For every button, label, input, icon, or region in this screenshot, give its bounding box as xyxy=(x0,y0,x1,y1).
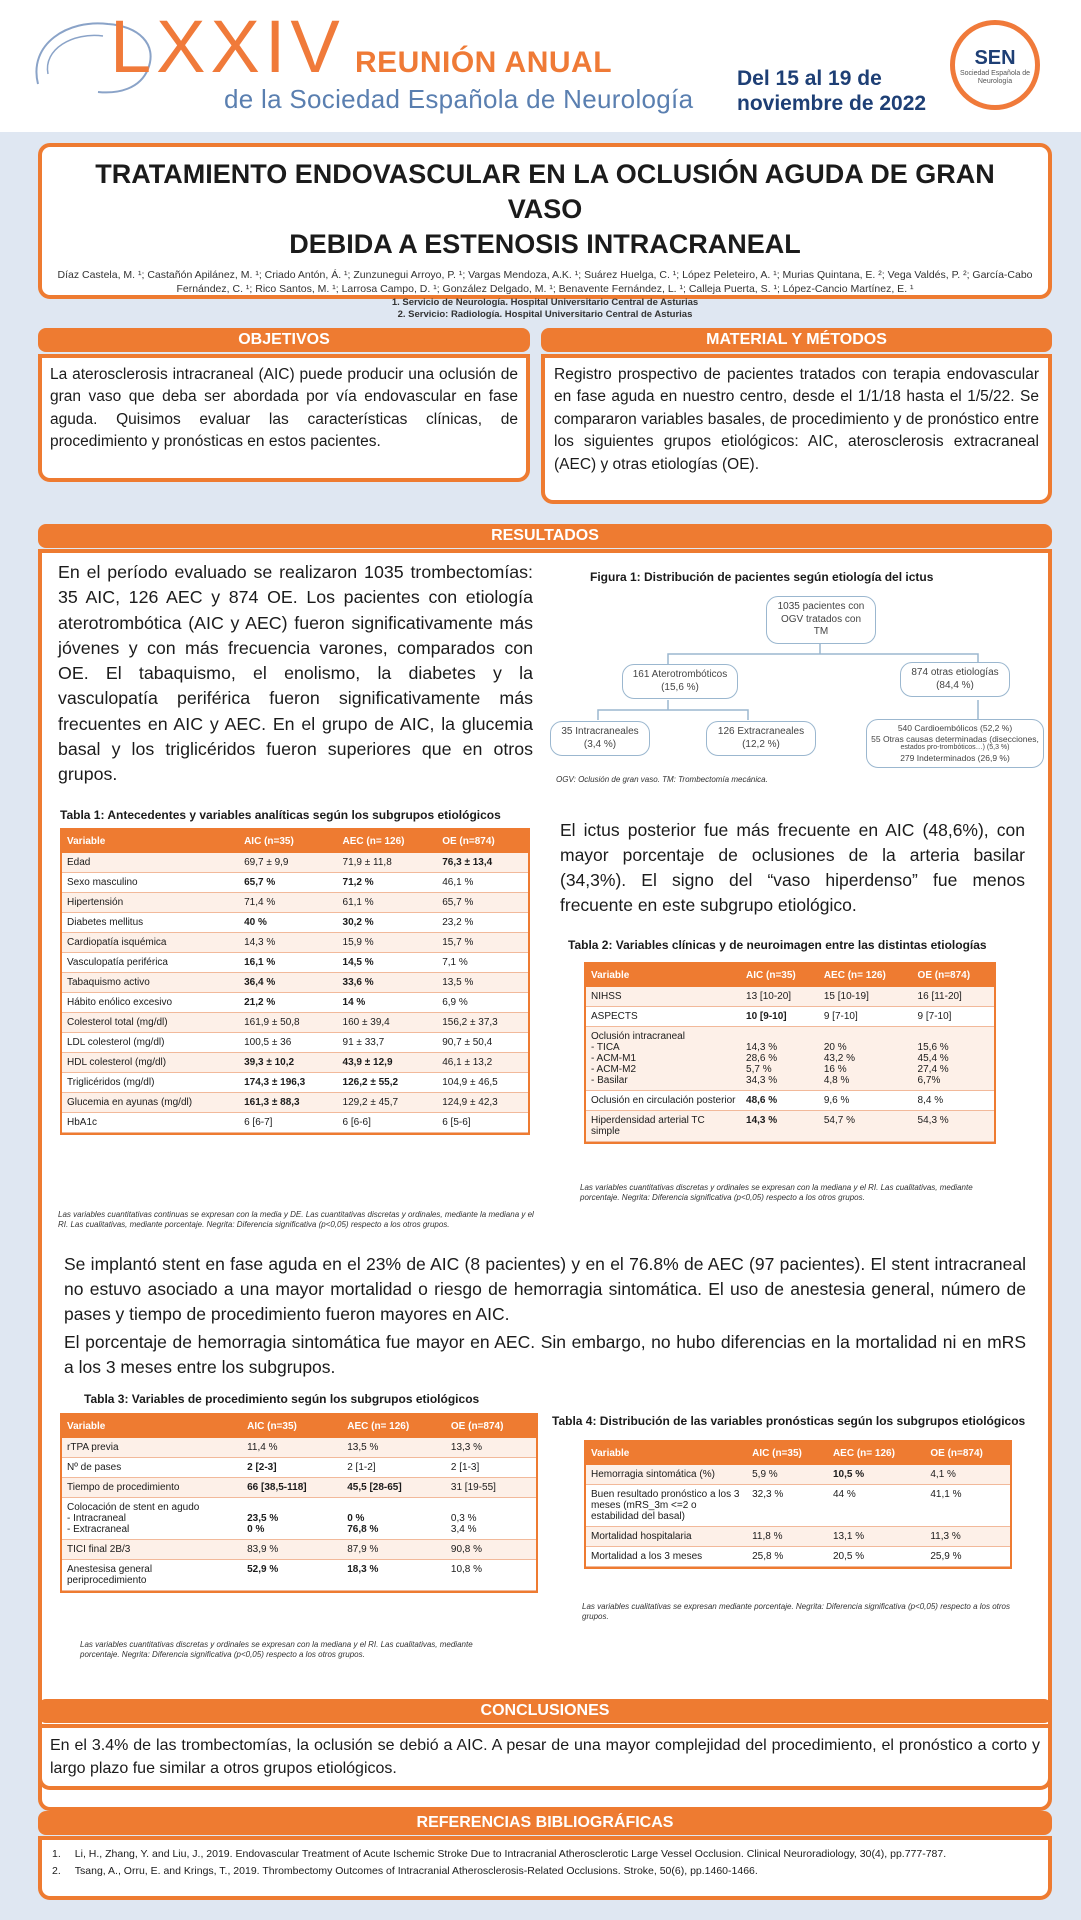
resultados-para3: Se implantó stent en fase aguda en el 23% de AIC (8 pacientes) y en el 76.8% de AEC (97 pacientes). El stent intracraneal no estuvo asociado a una mayor mortalidad o riesgo de hemorragia sintomática. El uso de anestesia general, número de pases y tiempo de procedimiento fueron mayores en AIC. xyxy=(64,1254,1026,1324)
table-cell: Tiempo de procedimiento xyxy=(62,1478,242,1498)
table-cell: 44 % xyxy=(828,1485,925,1527)
table-row xyxy=(62,913,528,933)
table-header-row xyxy=(62,830,528,853)
table-cell: HDL colesterol (mg/dl) xyxy=(62,1053,239,1073)
table-cell: 6 [6-6] xyxy=(338,1113,438,1133)
table-cell: 90,7 ± 50,4 xyxy=(437,1033,528,1053)
table-row xyxy=(62,1478,536,1498)
figure1-note: OGV: Oclusión de gran vaso. TM: Trombectomía mecánica. xyxy=(556,775,768,784)
table-cell: 54,7 % xyxy=(819,1111,913,1142)
table-cell: 124,9 ± 42,3 xyxy=(437,1093,528,1113)
table-cell: Hipertensión xyxy=(62,893,239,913)
column-header: AEC (n= 126) xyxy=(828,1442,925,1465)
table-cell: 13,3 % xyxy=(446,1438,536,1458)
table-cell: Hiperdensidad arterial TC simple xyxy=(586,1111,741,1142)
table-cell: Anestesisa general periprocedimiento xyxy=(62,1560,242,1591)
metodos-heading: MATERIAL Y MÉTODOS xyxy=(541,328,1052,352)
table-cell: 14 % xyxy=(338,993,438,1013)
table-row xyxy=(62,973,528,993)
table-cell: 43,9 ± 12,9 xyxy=(338,1053,438,1073)
table-cell: Vasculopatía periférica xyxy=(62,953,239,973)
column-header: OE (n=874) xyxy=(437,830,528,853)
reference-1: 1. Li, H., Zhang, Y. and Liu, J., 2019. Endovascular Treatment of Acute Ischemic Stroke Due to Intracranial Atherosclerotic Large Vessel Occlusion. Clinical Neuroradiology, 30(4), pp.777-787. xyxy=(52,1848,947,1860)
table-cell: 61,1 % xyxy=(338,893,438,913)
table-cell: Hábito enólico excesivo xyxy=(62,993,239,1013)
table-cell: 15,7 % xyxy=(437,933,528,953)
table-cell: 129,2 ± 45,7 xyxy=(338,1093,438,1113)
table-cell: Cardiopatía isquémica xyxy=(62,933,239,953)
table-cell: 33,6 % xyxy=(338,973,438,993)
resultados-para2: El ictus posterior fue más frecuente en AIC (48,6%), con mayor porcentaje de oclusiones de la arteria basilar (34,3%). El signo del “vaso hiperdenso” fue menos frecuente en este subgrupo etiológico. xyxy=(560,820,1025,915)
figure1-root-node: 1035 pacientes con OGV tratados con TM xyxy=(766,596,876,644)
table-cell: 71,4 % xyxy=(239,893,337,913)
table-cell: 0,3 % 3,4 % xyxy=(446,1498,536,1540)
table-cell: Edad xyxy=(62,853,239,873)
reference-2: 2. Tsang, A., Orru, E. and Krings, T., 2019. Thrombectomy Outcomes of Intracranial Atherosclerosis-Related Occlusions. Stroke, 50(6), pp.1460-1466. xyxy=(52,1864,758,1877)
table-header-row xyxy=(586,964,994,987)
table-cell: Mortalidad a los 3 meses xyxy=(586,1547,747,1567)
table3-note: Las variables cuantitativas discretas y ordinales se expresan con la mediana y el RI. Las cualitativas, mediante porcentaje. Negrita: Diferencia significativa (p<0,05) respecto a los otros grupos. xyxy=(80,1640,473,1660)
table-cell: Tabaquismo activo xyxy=(62,973,239,993)
table-cell: 20,5 % xyxy=(828,1547,925,1567)
table4 xyxy=(584,1440,1012,1569)
table-row xyxy=(62,1458,536,1478)
column-header: Variable xyxy=(62,1415,242,1438)
table-cell: 23,2 % xyxy=(437,913,528,933)
table-row xyxy=(62,993,528,1013)
table-cell: 6,9 % xyxy=(437,993,528,1013)
objetivos-text: La aterosclerosis intracraneal (AIC) puede producir una oclusión de gran vaso que deba ser abordada por vía endovascular en fase aguda. Quisimos evaluar las características clínicas, de procedimiento y pronósticas en estos pacientes. xyxy=(38,354,530,482)
column-header: AIC (n=35) xyxy=(747,1442,828,1465)
table-row xyxy=(62,853,528,873)
table-cell: 6 [5-6] xyxy=(437,1113,528,1133)
figure1-otras-detail-node: 540 Cardioembólicos (52,2 %) 55 Otras causas determinadas (disecciones, estados pro-trombóticos…) (5,3 %) 279 Indeterminados (26,9 %) xyxy=(866,719,1044,768)
table-row xyxy=(62,1093,528,1113)
table-cell: Buen resultado pronóstico a los 3 meses (mRS_3m <=2 o estabilidad del basal) xyxy=(586,1485,747,1527)
table-cell: Sexo masculino xyxy=(62,873,239,893)
edition-roman: LXXIV xyxy=(110,5,345,88)
table-cell: 32,3 % xyxy=(747,1485,828,1527)
table-cell: 14,3 % xyxy=(741,1111,819,1142)
table-cell: TICI final 2B/3 xyxy=(62,1540,242,1560)
column-header: Variable xyxy=(586,1442,747,1465)
table-cell: 4,1 % xyxy=(925,1465,1010,1485)
table-cell: 10 [9-10] xyxy=(741,1007,819,1027)
table-cell: 15,9 % xyxy=(338,933,438,953)
table-cell: 104,9 ± 46,5 xyxy=(437,1073,528,1093)
table-cell: 13,5 % xyxy=(437,973,528,993)
table2 xyxy=(584,962,996,1144)
society-name: de la Sociedad Española de Neurología xyxy=(224,84,694,114)
table-header-row xyxy=(586,1442,1010,1465)
table-cell: 16,1 % xyxy=(239,953,337,973)
column-header: AIC (n=35) xyxy=(741,964,819,987)
table-row xyxy=(586,1465,1010,1485)
table-row xyxy=(586,1027,994,1091)
column-header: OE (n=874) xyxy=(925,1442,1010,1465)
table-cell: 14,3 % 28,6 % 5,7 % 34,3 % xyxy=(741,1027,819,1091)
affiliation-2: 2. Servicio: Radiología. Hospital Universitario Central de Asturias xyxy=(397,309,693,321)
event-dates: Del 15 al 19 de noviembre de 2022 xyxy=(737,67,927,116)
table-cell: Oclusión en circulación posterior xyxy=(586,1091,741,1111)
table-cell: 161,3 ± 88,3 xyxy=(239,1093,337,1113)
referencias-list xyxy=(38,1836,1052,1900)
table-cell: 13,5 % xyxy=(342,1438,446,1458)
table-cell: 23,5 % 0 % xyxy=(242,1498,342,1540)
table1 xyxy=(60,828,530,1135)
table-row xyxy=(62,1033,528,1053)
table-cell: 100,5 ± 36 xyxy=(239,1033,337,1053)
authors: Díaz Castela, M. ¹; Castañón Apilánez, M. ¹; Criado Antón, Á. ¹; Zunzunegui Arroyo, P. ¹; Vargas Mendoza, A.K. ¹; Suárez Huelga, C. ¹; López Peleteiro, A. ¹; Murias Quintana, E. ²; Vega Valdés, P. ²; García-Cabo Fernández, C. ¹; Rico Santos, M. ¹; Larrosa Campo, D. ¹; González Delgado, M. ¹; Benavente Fernández, L. ¹; Calleja Puerta, S. ¹; López-Cancio Martínez, E. ¹ xyxy=(57,269,1033,296)
table-cell: Nº de pases xyxy=(62,1458,242,1478)
table-cell: 15 [10-19] xyxy=(819,987,913,1007)
table-cell: 41,1 % xyxy=(925,1485,1010,1527)
table-cell: 36,4 % xyxy=(239,973,337,993)
table-cell: 13,1 % xyxy=(828,1527,925,1547)
table-cell: 14,5 % xyxy=(338,953,438,973)
table-cell: 46,1 ± 13,2 xyxy=(437,1053,528,1073)
table2-caption: Tabla 2: Variables clínicas y de neuroimagen entre las distintas etiologías xyxy=(568,938,987,952)
table-cell: 11,8 % xyxy=(747,1527,828,1547)
table-cell: 9 [7-10] xyxy=(913,1007,994,1027)
table-cell: Hemorragia sintomática (%) xyxy=(586,1465,747,1485)
table-row xyxy=(62,1053,528,1073)
table-row xyxy=(62,893,528,913)
affiliation-1: 1. Servicio de Neurología. Hospital Universitario Central de Asturias xyxy=(391,296,699,308)
table-cell: 48,6 % xyxy=(741,1091,819,1111)
column-header: AIC (n=35) xyxy=(239,830,337,853)
table-row xyxy=(586,1547,1010,1567)
table-cell: 71,9 ± 11,8 xyxy=(338,853,438,873)
table-cell: 65,7 % xyxy=(437,893,528,913)
table-row xyxy=(586,1091,994,1111)
column-header: OE (n=874) xyxy=(913,964,994,987)
table3 xyxy=(60,1413,538,1593)
title-box xyxy=(38,143,1052,321)
table-row xyxy=(586,1527,1010,1547)
table-cell: 90,8 % xyxy=(446,1540,536,1560)
table-cell: 10,8 % xyxy=(446,1560,536,1591)
table-row xyxy=(586,987,994,1007)
figure1-intra-node: 35 Intracraneales (3,4 %) xyxy=(550,721,650,756)
table-cell: 83,9 % xyxy=(242,1540,342,1560)
column-header: AEC (n= 126) xyxy=(342,1415,446,1438)
table-cell: 2 [2-3] xyxy=(242,1458,342,1478)
table-cell: 20 % 43,2 % 16 % 4,8 % xyxy=(819,1027,913,1091)
table-row xyxy=(586,1485,1010,1527)
table-cell: 7,1 % xyxy=(437,953,528,973)
poster-title: TRATAMIENTO ENDOVASCULAR EN LA OCLUSIÓN AGUDA DE GRAN VASO DEBIDA A ESTENOSIS INTRACRANEAL xyxy=(95,159,995,260)
table-cell: 10,5 % xyxy=(828,1465,925,1485)
table-cell: 174,3 ± 196,3 xyxy=(239,1073,337,1093)
referencias-heading: REFERENCIAS BIBLIOGRÁFICAS xyxy=(38,1811,1052,1835)
table-cell: ASPECTS xyxy=(586,1007,741,1027)
table-cell: 40 % xyxy=(239,913,337,933)
column-header: OE (n=874) xyxy=(446,1415,536,1438)
table-cell: Oclusión intracraneal - TICA - ACM-M1 - ACM-M2 - Basilar xyxy=(586,1027,741,1091)
table-cell: Diabetes mellitus xyxy=(62,913,239,933)
figure1-extra-node: 126 Extracraneales (12,2 %) xyxy=(706,721,816,756)
table-cell: 76,3 ± 13,4 xyxy=(437,853,528,873)
table-row xyxy=(62,1438,536,1458)
table-cell: Mortalidad hospitalaria xyxy=(586,1527,747,1547)
table-row xyxy=(62,1498,536,1540)
table1-caption: Tabla 1: Antecedentes y variables analíticas según los subgrupos etiológicos xyxy=(60,808,501,822)
table-cell: 31 [19-55] xyxy=(446,1478,536,1498)
table2-note: Las variables cuantitativas discretas y ordinales se expresan con la mediana y el RI. Las cualitativas, mediante porcentaje. Negrita: Diferencia significativa (p<0,05) respecto a los otros grupos. xyxy=(580,1183,973,1203)
table-cell: 156,2 ± 37,3 xyxy=(437,1013,528,1033)
table-cell: 126,2 ± 55,2 xyxy=(338,1073,438,1093)
sen-logo: SEN Sociedad Española de Neurología xyxy=(950,20,1040,110)
table-cell: 54,3 % xyxy=(913,1111,994,1142)
table-cell: 14,3 % xyxy=(239,933,337,953)
table-row xyxy=(586,1007,994,1027)
table-row xyxy=(62,1073,528,1093)
table-cell: 2 [1-3] xyxy=(446,1458,536,1478)
figure1-atero-node: 161 Aterotrombóticos (15,6 %) xyxy=(622,664,738,699)
table-cell: 66 [38,5-118] xyxy=(242,1478,342,1498)
table-cell: 11,3 % xyxy=(925,1527,1010,1547)
table-cell: 18,3 % xyxy=(342,1560,446,1591)
figure1-caption: Figura 1: Distribución de pacientes según etiología del ictus xyxy=(590,570,934,584)
conclusiones-text: En el 3.4% de las trombectomías, la oclusión se debió a AIC. A pesar de una mayor complejidad del procedimiento, el pronóstico a corto y largo plazo fue similar a otros grupos etiológicos. xyxy=(38,1724,1052,1790)
conclusiones-heading: CONCLUSIONES xyxy=(38,1699,1052,1723)
table-cell: Triglicéridos (mg/dl) xyxy=(62,1073,239,1093)
header-banner xyxy=(0,0,1081,132)
table-cell: 9 [7-10] xyxy=(819,1007,913,1027)
metodos-text: Registro prospectivo de pacientes tratados con terapia endovascular en fase aguda en nuestro centro, desde el 1/1/18 hasta el 1/5/22. Se compararon variables basales, de procedimiento y de pronóstico entre los siguientes grupos etiológicos: AIC, aterosclerosis extracraneal (AEC) y otras etiologías (OE). xyxy=(541,354,1052,504)
table-row xyxy=(62,1013,528,1033)
table-header-row xyxy=(62,1415,536,1438)
table-cell: 25,8 % xyxy=(747,1547,828,1567)
resultados-para1: En el período evaluado se realizaron 1035 trombectomías: 35 AIC, 126 AEC y 874 OE. Los pacientes con etiología aterotrombótica (AIC y AEC) fueron significativamente más jóvenes y con más frecuencia varones, comparados con OE. El tabaquismo, el enolismo, la diabetes y la vasculopatía periférica fueron significativamente más frecuentes en AIC y AEC. En el grupo de AIC, la glucemia basal y los triglicéridos fueron superiores que en otros grupos. xyxy=(58,562,533,785)
table-cell: 46,1 % xyxy=(437,873,528,893)
table-row xyxy=(62,1113,528,1133)
objetivos-heading: OBJETIVOS xyxy=(38,328,530,352)
table1-note: Las variables cuantitativas continuas se expresan con la media y DE. Las cuantitativas discretas y ordinales, mediante la mediana y el RI. Las cualitativas, mediante porcentaje. Negrita: Diferencia significativa (p<0,05) respecto a los otros grupos. xyxy=(58,1210,534,1230)
table-row xyxy=(62,933,528,953)
table-cell: 65,7 % xyxy=(239,873,337,893)
column-header: Variable xyxy=(586,964,741,987)
table-cell: 160 ± 39,4 xyxy=(338,1013,438,1033)
table-cell: 69,7 ± 9,9 xyxy=(239,853,337,873)
column-header: AIC (n=35) xyxy=(242,1415,342,1438)
table-cell: 161,9 ± 50,8 xyxy=(239,1013,337,1033)
table-cell: 9,6 % xyxy=(819,1091,913,1111)
table-cell: 87,9 % xyxy=(342,1540,446,1560)
table4-caption: Tabla 4: Distribución de las variables pronósticas según los subgrupos etiológicos xyxy=(552,1414,1026,1428)
table-cell: rTPA previa xyxy=(62,1438,242,1458)
table-cell: 11,4 % xyxy=(242,1438,342,1458)
table-cell: HbA1c xyxy=(62,1113,239,1133)
table-cell: Colesterol total (mg/dl) xyxy=(62,1013,239,1033)
table-row xyxy=(586,1111,994,1142)
table-cell: 0 % 76,8 % xyxy=(342,1498,446,1540)
table-row xyxy=(62,1560,536,1591)
table-cell: Colocación de stent en agudo - Intracraneal - Extracraneal xyxy=(62,1498,242,1540)
table-cell: 13 [10-20] xyxy=(741,987,819,1007)
table-row xyxy=(62,873,528,893)
table-cell: LDL colesterol (mg/dl) xyxy=(62,1033,239,1053)
table-cell: 5,9 % xyxy=(747,1465,828,1485)
resultados-para4: El porcentaje de hemorragia sintomática fue mayor en AEC. Sin embargo, no hubo diferencias en la mortalidad ni en mRS a los 3 meses entre los subgrupos. xyxy=(64,1332,1026,1377)
table-cell: 91 ± 33,7 xyxy=(338,1033,438,1053)
table-row xyxy=(62,1540,536,1560)
table-cell: 45,5 [28-65] xyxy=(342,1478,446,1498)
table-cell: 21,2 % xyxy=(239,993,337,1013)
table-cell: 71,2 % xyxy=(338,873,438,893)
column-header: AEC (n= 126) xyxy=(819,964,913,987)
resultados-heading: RESULTADOS xyxy=(38,524,1052,548)
table4-note: Las variables cualitativas se expresan mediante porcentaje. Negrita: Diferencia significativa (p<0,05) respecto a los otros grupos. xyxy=(582,1602,1010,1622)
reunion-title: REUNIÓN ANUAL xyxy=(355,46,613,79)
table-cell: 52,9 % xyxy=(242,1560,342,1591)
table-cell: 8,4 % xyxy=(913,1091,994,1111)
table3-caption: Tabla 3: Variables de procedimiento según los subgrupos etiológicos xyxy=(84,1392,480,1406)
figure1-otras-node: 874 otras etiologías (84,4 %) xyxy=(900,662,1010,697)
table-cell: 39,3 ± 10,2 xyxy=(239,1053,337,1073)
column-header: AEC (n= 126) xyxy=(338,830,438,853)
table-cell: 16 [11-20] xyxy=(913,987,994,1007)
table-cell: 30,2 % xyxy=(338,913,438,933)
table-cell: 2 [1-2] xyxy=(342,1458,446,1478)
table-cell: 25,9 % xyxy=(925,1547,1010,1567)
table-cell: 6 [6-7] xyxy=(239,1113,337,1133)
table-cell: 15,6 % 45,4 % 27,4 % 6,7% xyxy=(913,1027,994,1091)
table-cell: NIHSS xyxy=(586,987,741,1007)
table-row xyxy=(62,953,528,973)
column-header: Variable xyxy=(62,830,239,853)
table-cell: Glucemia en ayunas (mg/dl) xyxy=(62,1093,239,1113)
